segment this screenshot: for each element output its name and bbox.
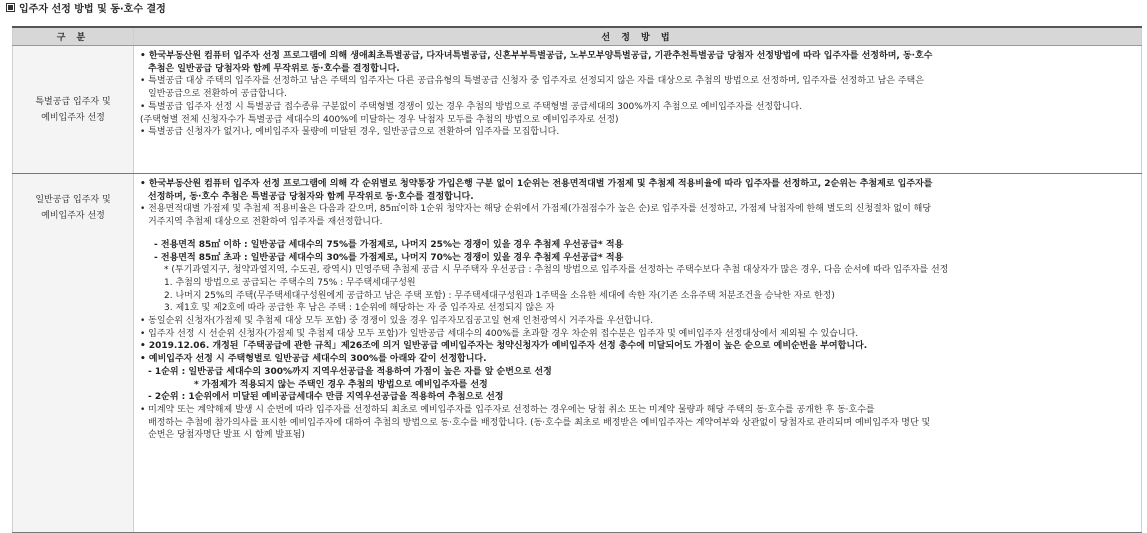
page-title <box>6 3 166 17</box>
list-item: • 예비입주자 선정 시 주택형별로 일반공급 세대수의 300%를 아래와 같이 선정합니다. <box>140 354 487 365</box>
list-item: 추첨은 일반공급 당첨자와 함께 무작위로 동·호수를 결정합니다. <box>148 63 400 74</box>
table-row-special-supply <box>13 46 1142 174</box>
square-bullet-icon <box>6 3 15 12</box>
selection-method-table <box>12 26 1142 533</box>
method-general-supply <box>134 174 1142 533</box>
list-item: 선정하며, 동·호수 추첨은 특별공급 당첨자와 함께 무작위로 동·호수를 결정합니다. <box>148 191 474 202</box>
list-item: * (투기과열지구, 청약과열지역, 수도권, 광역시) 민영주택 추첨제 공급 시 무주택자 우선공급 : 추첨의 방법으로 입주자를 선정하는 주택수보다 추첨 대상자가 많은 경우, 다음 순서에 따라 입주자를 선정 <box>164 265 949 276</box>
list-item: • 특별공급 신청자가 없거나, 예비입주자 물량에 미달된 경우, 일반공급으로 전환하여 입주자를 모집합니다. <box>140 127 560 138</box>
list-item: 3. 제1호 및 제2호에 따라 공급한 후 남은 주택 : 1순위에 해당하는 자 중 입주자로 선정되지 않은 자 <box>164 303 555 314</box>
list-item: • 특별공급 대상 주택의 입주자를 선정하고 남은 주택의 입주자는 다른 공급유형의 특별공급 신청자 중 입주자로 선정되지 않은 자를 대상으로 추첨의 방법으로 선정하며, 입주자를 선정하고 남은 주택은 <box>140 76 924 87</box>
category-general-supply: 일반공급 입주자 및 예비입주자 선정 <box>13 174 134 533</box>
list-item: 일반공급으로 전환하여 공급합니다. <box>148 89 287 100</box>
list-item: - 2순위 : 1순위에서 미달된 예비공급세대수 만큼 지역우선공급을 적용하여 추첨으로 선정 <box>148 392 504 403</box>
category-special-supply: 특별공급 입주자 및 예비입주자 선정 <box>13 46 134 174</box>
page-title-text: 입주자 선정 방법 및 동·호수 결정 <box>19 4 166 15</box>
list-item: - 1순위 : 일반공급 세대수의 300%까지 지역우선공급을 적용하여 가점이 높은 자를 앞 순번으로 선정 <box>148 366 552 377</box>
list-item: • 입주자 선정 시 선순위 신청자(가점제 및 추첨제 대상 모두 포함)가 일반공급 세대수의 400%를 초과할 경우 차순위 접수분은 입주자 및 예비입주자 선정대상에서 제외될 수 있습니다. <box>140 328 859 339</box>
list-item: 배정하는 추첨에 참가의사를 표시한 예비입주자에 대하여 추첨의 방법으로 동·호수를 배정합니다. (동·호수를 최초로 배정받은 예비입주자는 계약여부와 상관없이 당첨자로 관리되며 예비입주자 명단 및 <box>148 417 931 428</box>
list-item: • 한국부동산원 컴퓨터 입주자 선정 프로그램에 의해 생애최초특별공급, 다자녀특별공급, 신혼부부특별공급, 노부모부양특별공급, 기관추천특별공급 당첨자 선정방법에 따라 입주자를 선정하며, 동·호수 <box>140 51 933 61</box>
header-method: 선 정 방 법 <box>134 27 1142 46</box>
list-item: (주택형별 전체 신청자수가 특별공급 세대수의 400%에 미달하는 경우 낙첨자 모두를 추첨의 방법으로 예비입주자로 선정) <box>140 114 619 125</box>
method-special-supply <box>134 46 1142 174</box>
list-item: • 특별공급 입주자 선정 시 특별공급 접수종류 구분없이 주택형별 경쟁이 있는 경우 추첨의 방법으로 주택형별 공급세대의 300%까지 추첨으로 예비입주자를 선정합니다. <box>140 101 803 112</box>
list-item: 순번은 당첨자명단 발표 시 함께 발표됨) <box>148 430 305 441</box>
list-item: • 전용면적대별 가점제 및 추첨제 적용비율은 다음과 같으며, 85㎡이하 1순위 청약자는 해당 순위에서 가점제(가점점수가 높은 순)로 입주자를 선정하고, 가점제 낙첨자에 한해 별도의 신청절차 없이 해당 <box>140 204 932 215</box>
list-item: • 2019.12.06. 개정된「주택공급에 관한 규칙」제26조에 의거 일반공급 예비입주자는 청약신청자가 예비입주자 선정 총수에 미달되어도 가점이 높은 순으로 예비순번을 부여합니다. <box>140 341 868 352</box>
table-row-general-supply <box>13 174 1142 533</box>
list-item: • 미계약 또는 계약해제 발생 시 순번에 따라 입주자를 선정하되 최초로 예비입주자를 입주자로 선정하는 경우에는 당첨 취소 또는 미계약 물량과 해당 주택의 동·호수를 공개한 후 동·호수를 <box>140 404 875 415</box>
list-item: - 전용면적 85㎡ 초과 : 일반공급 세대수의 30%를 가점제로, 나머지 70%는 경쟁이 있을 경우 추첨제 우선공급* 적용 <box>154 252 624 263</box>
list-item: 거주지역 추첨제 대상으로 전환하여 입주자를 재선정합니다. <box>148 217 383 228</box>
list-item: • 동일순위 신청자(가점제 및 추첨제 대상 모두 포함) 중 경쟁이 있을 경우 입주자모집공고일 현재 인천광역시 거주자를 우선합니다. <box>140 316 654 327</box>
table-header-row <box>13 27 1142 46</box>
list-item: - 전용면적 85㎡ 이하 : 일반공급 세대수의 75%를 가점제로, 나머지 25%는 경쟁이 있을 경우 추첨제 우선공급* 적용 <box>154 239 624 250</box>
list-item: * 가점제가 적용되지 않는 주택인 경우 추첨의 방법으로 예비입주자를 선정 <box>194 379 488 390</box>
header-category: 구 분 <box>13 27 134 46</box>
list-item: • 한국부동산원 컴퓨터 입주자 선정 프로그램에 의해 각 순위별로 청약통장 가입은행 구분 없이 1순위는 전용면적대별 가점제 및 추첨제 적용비율에 따라 입주자를 선정하고, 2순위는 추첨제로 입주자를 <box>140 179 933 189</box>
list-item: 2. 나머지 25%의 주택(무주택세대구성원에게 공급하고 남은 주택 포함) : 무주택세대구성원과 1주택을 소유한 세대에 속한 자(기존 소유주택 처분조건을 승낙한 자로 한정) <box>164 290 835 301</box>
list-item: 1. 추첨의 방법으로 공급되는 주택수의 75% : 무주택세대구성원 <box>164 277 416 288</box>
